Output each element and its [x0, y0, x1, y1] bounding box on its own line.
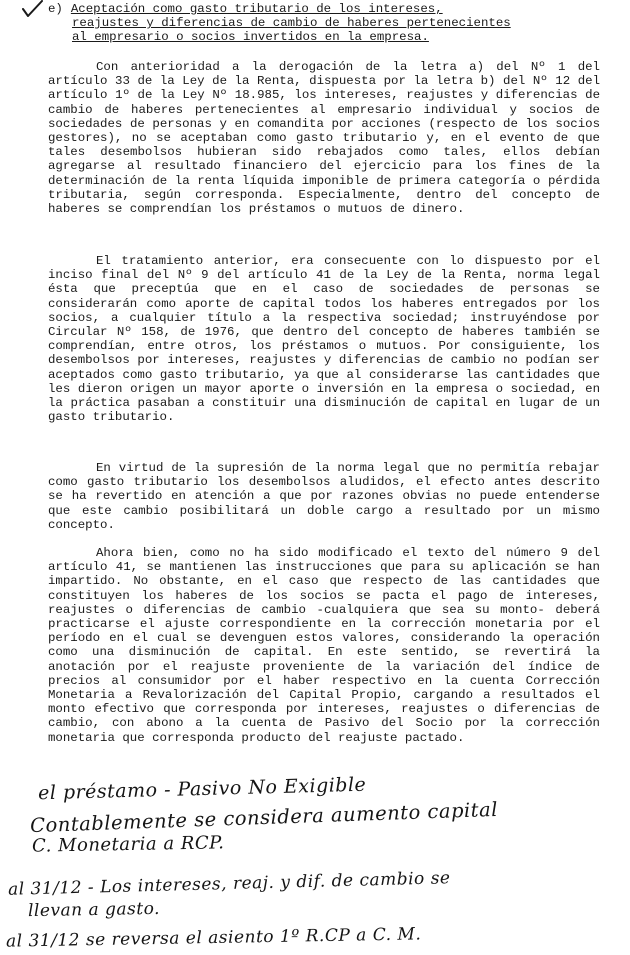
paragraph-4	[48, 546, 600, 745]
handwritten-note-2: Contablemente se considera aumento capital	[29, 797, 499, 838]
paragraph-2	[48, 254, 600, 424]
handwritten-note-4-continued: llevan a gasto.	[27, 898, 161, 922]
heading-line-2: reajustes y diferencias de cambio de haberes pertenecientes	[72, 16, 511, 31]
handwritten-note-1: el préstamo - Pasivo No Exigible	[37, 773, 367, 805]
checkmark-icon	[20, 0, 46, 20]
paragraph-text: Ahora bien, como no ha sido modificado el texto del número 9 del artículo 41, se mantienen las instrucciones que para su aplicación se han impartido. No obstante, en el caso que respecto de las cantidades que constituyen los haberes de los socios se pacta el pago de intereses, reajustes o diferencias de cambio -cualquiera que sea su monto- deberá practicarse el ajuste correspondiente en la corrección monetaria por el período en el cual se devenguen estos valores, considerando la operación como una disminución de capital. En este sentido, se revertirá la anotación por el reajuste proveniente de la variación del índice de precios al consumidor por el haber respectivo en la cuenta Corrección Monetaria a Revalorización del Capital Propio, cargando a resultados el monto efectivo que corresponda por intereses, reajustes o diferencias de cambio, con abono a la cuenta de Pasivo del Socio por la corrección monetaria que corresponda producto del reajuste pactado.	[48, 546, 600, 745]
heading-line-1: Aceptación como gasto tributario de los intereses,	[70, 2, 443, 16]
heading-label: e)	[48, 2, 63, 16]
paragraph-3	[48, 461, 600, 532]
section-heading	[48, 2, 600, 45]
handwritten-note-3: C. Monetaria a RCP.	[31, 832, 225, 857]
heading-line-3: al empresario o socios invertidos en la empresa.	[72, 30, 429, 45]
paragraph-1	[48, 60, 600, 216]
paragraph-text: El tratamiento anterior, era consecuente con lo dispuesto por el inciso final del Nº 9 del artículo 41 de la Ley de la Renta, norma legal ésta que preceptúa que en el caso de sociedades de personas se considerarán como aporte de capital todos los haberes entregados por los socios, a cualquier título a la respectiva sociedad; instruyéndose por Circular Nº 158, de 1976, que dentro del concepto de haberes también se comprendían, entre otros, los préstamos o mutuos. Por consiguiente, los desembolsos por intereses, reajustes y diferencias de cambio no podían ser aceptados como gasto tributario, ya que al considerarse las cantidades que les dieron origen un mayor aporte o inversión en la empresa o sociedad, en la práctica pasaban a constituir una disminución de capital en lugar de un gasto tributario.	[48, 254, 600, 425]
paragraph-text: En virtud de la supresión de la norma legal que no permitía rebajar como gasto tributario los desembolsos aludidos, el efecto antes descrito se ha revertido en atención a que por razones obvias no puede entenderse que este cambio posibilitará un doble cargo a resultado por un mismo concepto.	[48, 461, 600, 532]
handwritten-note-5: al 31/12 se reversa el asiento 1º R.CP a C. M.	[5, 924, 422, 952]
paragraph-text: Con anterioridad a la derogación de la letra a) del Nº 1 del artículo 33 de la Ley de la Renta, dispuesta por la letra b) del Nº 12 del artículo 1º de la Ley Nº 18.985, los intereses, reajustes y diferencias de cambio de haberes pertenecientes al empresario individual y socios de sociedades de personas y en comandita por acciones (respecto de los socios gestores), no se aceptaban como gasto tributario y, en el evento de que tales desembolsos hubieran sido rebajados como tales, ellos debían agregarse al resultado financiero del ejercicio para los fines de la determinación de la renta líquida imponible de primera categoría o pérdida tributaria, según corresponda. Especialmente, dentro del concepto de haberes se comprendían los préstamos o mutuos de dinero.	[48, 60, 600, 217]
handwritten-note-4: al 31/12 - Los intereses, reaj. y dif. de cambio se	[7, 868, 451, 900]
